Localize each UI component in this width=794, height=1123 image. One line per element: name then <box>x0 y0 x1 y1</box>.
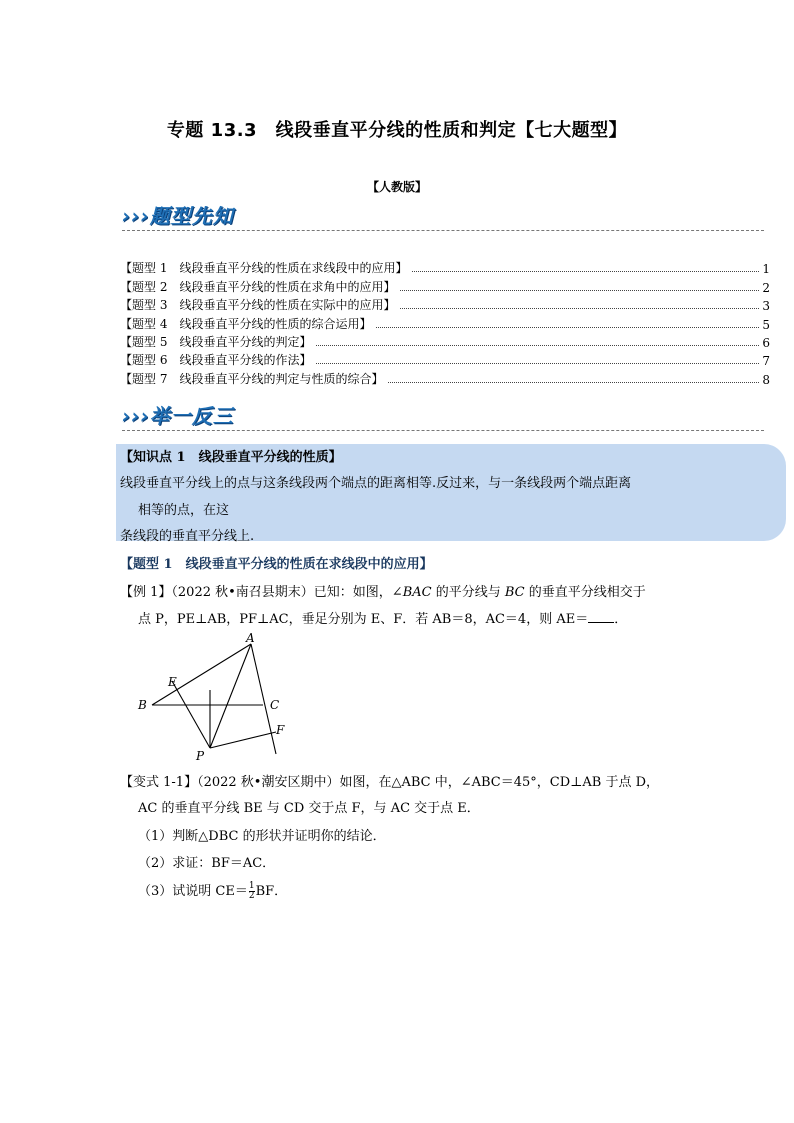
point-label-c: C <box>270 698 280 712</box>
toc-label: 【题型 6 线段垂直平分线的作法】 <box>120 353 312 368</box>
toc-page: 5 <box>762 317 770 332</box>
edition-label: 【人教版】 <box>366 180 427 194</box>
toc-label: 【题型 7 线段垂直平分线的判定与性质的综合】 <box>120 371 384 386</box>
fraction-denominator: 2 <box>248 891 255 901</box>
point-label-e: E <box>168 675 177 689</box>
math-var: BAC <box>402 585 432 600</box>
question-3 <box>138 880 287 901</box>
question-text: BF． <box>255 884 288 899</box>
point-label-p: P <box>196 749 205 763</box>
example-lead: 【例 1】（2022 秋•南召县期末）已知：如图， <box>120 585 392 600</box>
toc-page: 6 <box>762 335 770 350</box>
toc-label: 【题型 1 线段垂直平分线的性质在求线段中的应用】 <box>120 261 408 276</box>
question-text: （3）试说明 CE＝ <box>138 884 248 899</box>
toc-item[interactable] <box>120 350 770 368</box>
example-text: 点 P，PE⊥AB，PF⊥AC，垂足分别为 E、F．若 AB＝8，AC＝4，则 AE＝ <box>138 612 589 627</box>
toc-label: 【题型 5 线段垂直平分线的判定】 <box>120 334 312 349</box>
page-title: 专题 13.3 线段垂直平分线的性质和判定【七大题型】 <box>166 120 628 141</box>
knowledge-heading: 【知识点 1 线段垂直平分线的性质】 <box>120 450 342 465</box>
toc-item[interactable] <box>120 276 770 294</box>
question-1: （1）判断△DBC 的形状并证明你的结论． <box>138 829 386 844</box>
question-2: （2）求证：BF＝AC． <box>138 856 276 871</box>
toc-page: 3 <box>762 299 770 314</box>
example-line <box>138 608 627 627</box>
knowledge-text: 相等的点，在这 <box>138 503 230 518</box>
point-label-a: A <box>246 631 255 645</box>
section-heading: 【题型 1 线段垂直平分线的性质在求线段中的应用】 <box>120 557 433 572</box>
angle-symbol: ∠ <box>391 585 403 600</box>
toc-page: 1 <box>762 262 770 277</box>
toc-label: 【题型 4 线段垂直平分线的性质的综合运用】 <box>120 316 372 331</box>
example-text: 的垂直平分线相交于 <box>524 585 646 600</box>
toc-label: 【题型 3 线段垂直平分线的性质在实际中的应用】 <box>120 298 396 313</box>
variant-line: 【变式 1-1】（2022 秋•潮安区期中）如图，在△ABC 中，∠ABC＝45°，CD⊥AB 于点 D， <box>120 775 659 790</box>
example-text: 的平分线与 <box>431 585 505 600</box>
knowledge-text: 条线段的垂直平分线上. <box>120 529 255 544</box>
toc-item[interactable] <box>120 313 770 331</box>
variant-line: AC 的垂直平分线 BE 与 CD 交于点 F，与 AC 交于点 E． <box>138 801 480 816</box>
example-text: ． <box>614 612 628 627</box>
fraction <box>249 882 255 901</box>
toc-item[interactable] <box>120 332 770 350</box>
banner-preview: ›››题型先知 <box>122 204 234 228</box>
fraction-numerator: 1 <box>248 881 255 891</box>
divider <box>122 230 764 231</box>
banner-practice: ›››举一反三 <box>122 404 234 428</box>
toc-page: 8 <box>762 372 770 387</box>
geometry-figure <box>130 628 300 768</box>
toc-page: 7 <box>762 354 770 369</box>
knowledge-text: 线段垂直平分线上的点与这条线段两个端点的距离相等.反过来，与一条线段两个端点距离 <box>120 476 632 491</box>
math-var: BC <box>504 585 525 600</box>
answer-blank[interactable] <box>588 610 614 623</box>
example-line <box>120 581 646 600</box>
point-label-f: F <box>276 723 285 737</box>
toc-item[interactable] <box>120 295 770 313</box>
toc-label: 【题型 2 线段垂直平分线的性质在求角中的应用】 <box>120 279 396 294</box>
toc-item[interactable] <box>120 258 770 276</box>
toc-item[interactable] <box>120 368 770 386</box>
table-of-contents <box>120 258 770 387</box>
divider <box>122 430 764 431</box>
toc-page: 2 <box>762 280 770 295</box>
point-label-b: B <box>138 698 147 712</box>
